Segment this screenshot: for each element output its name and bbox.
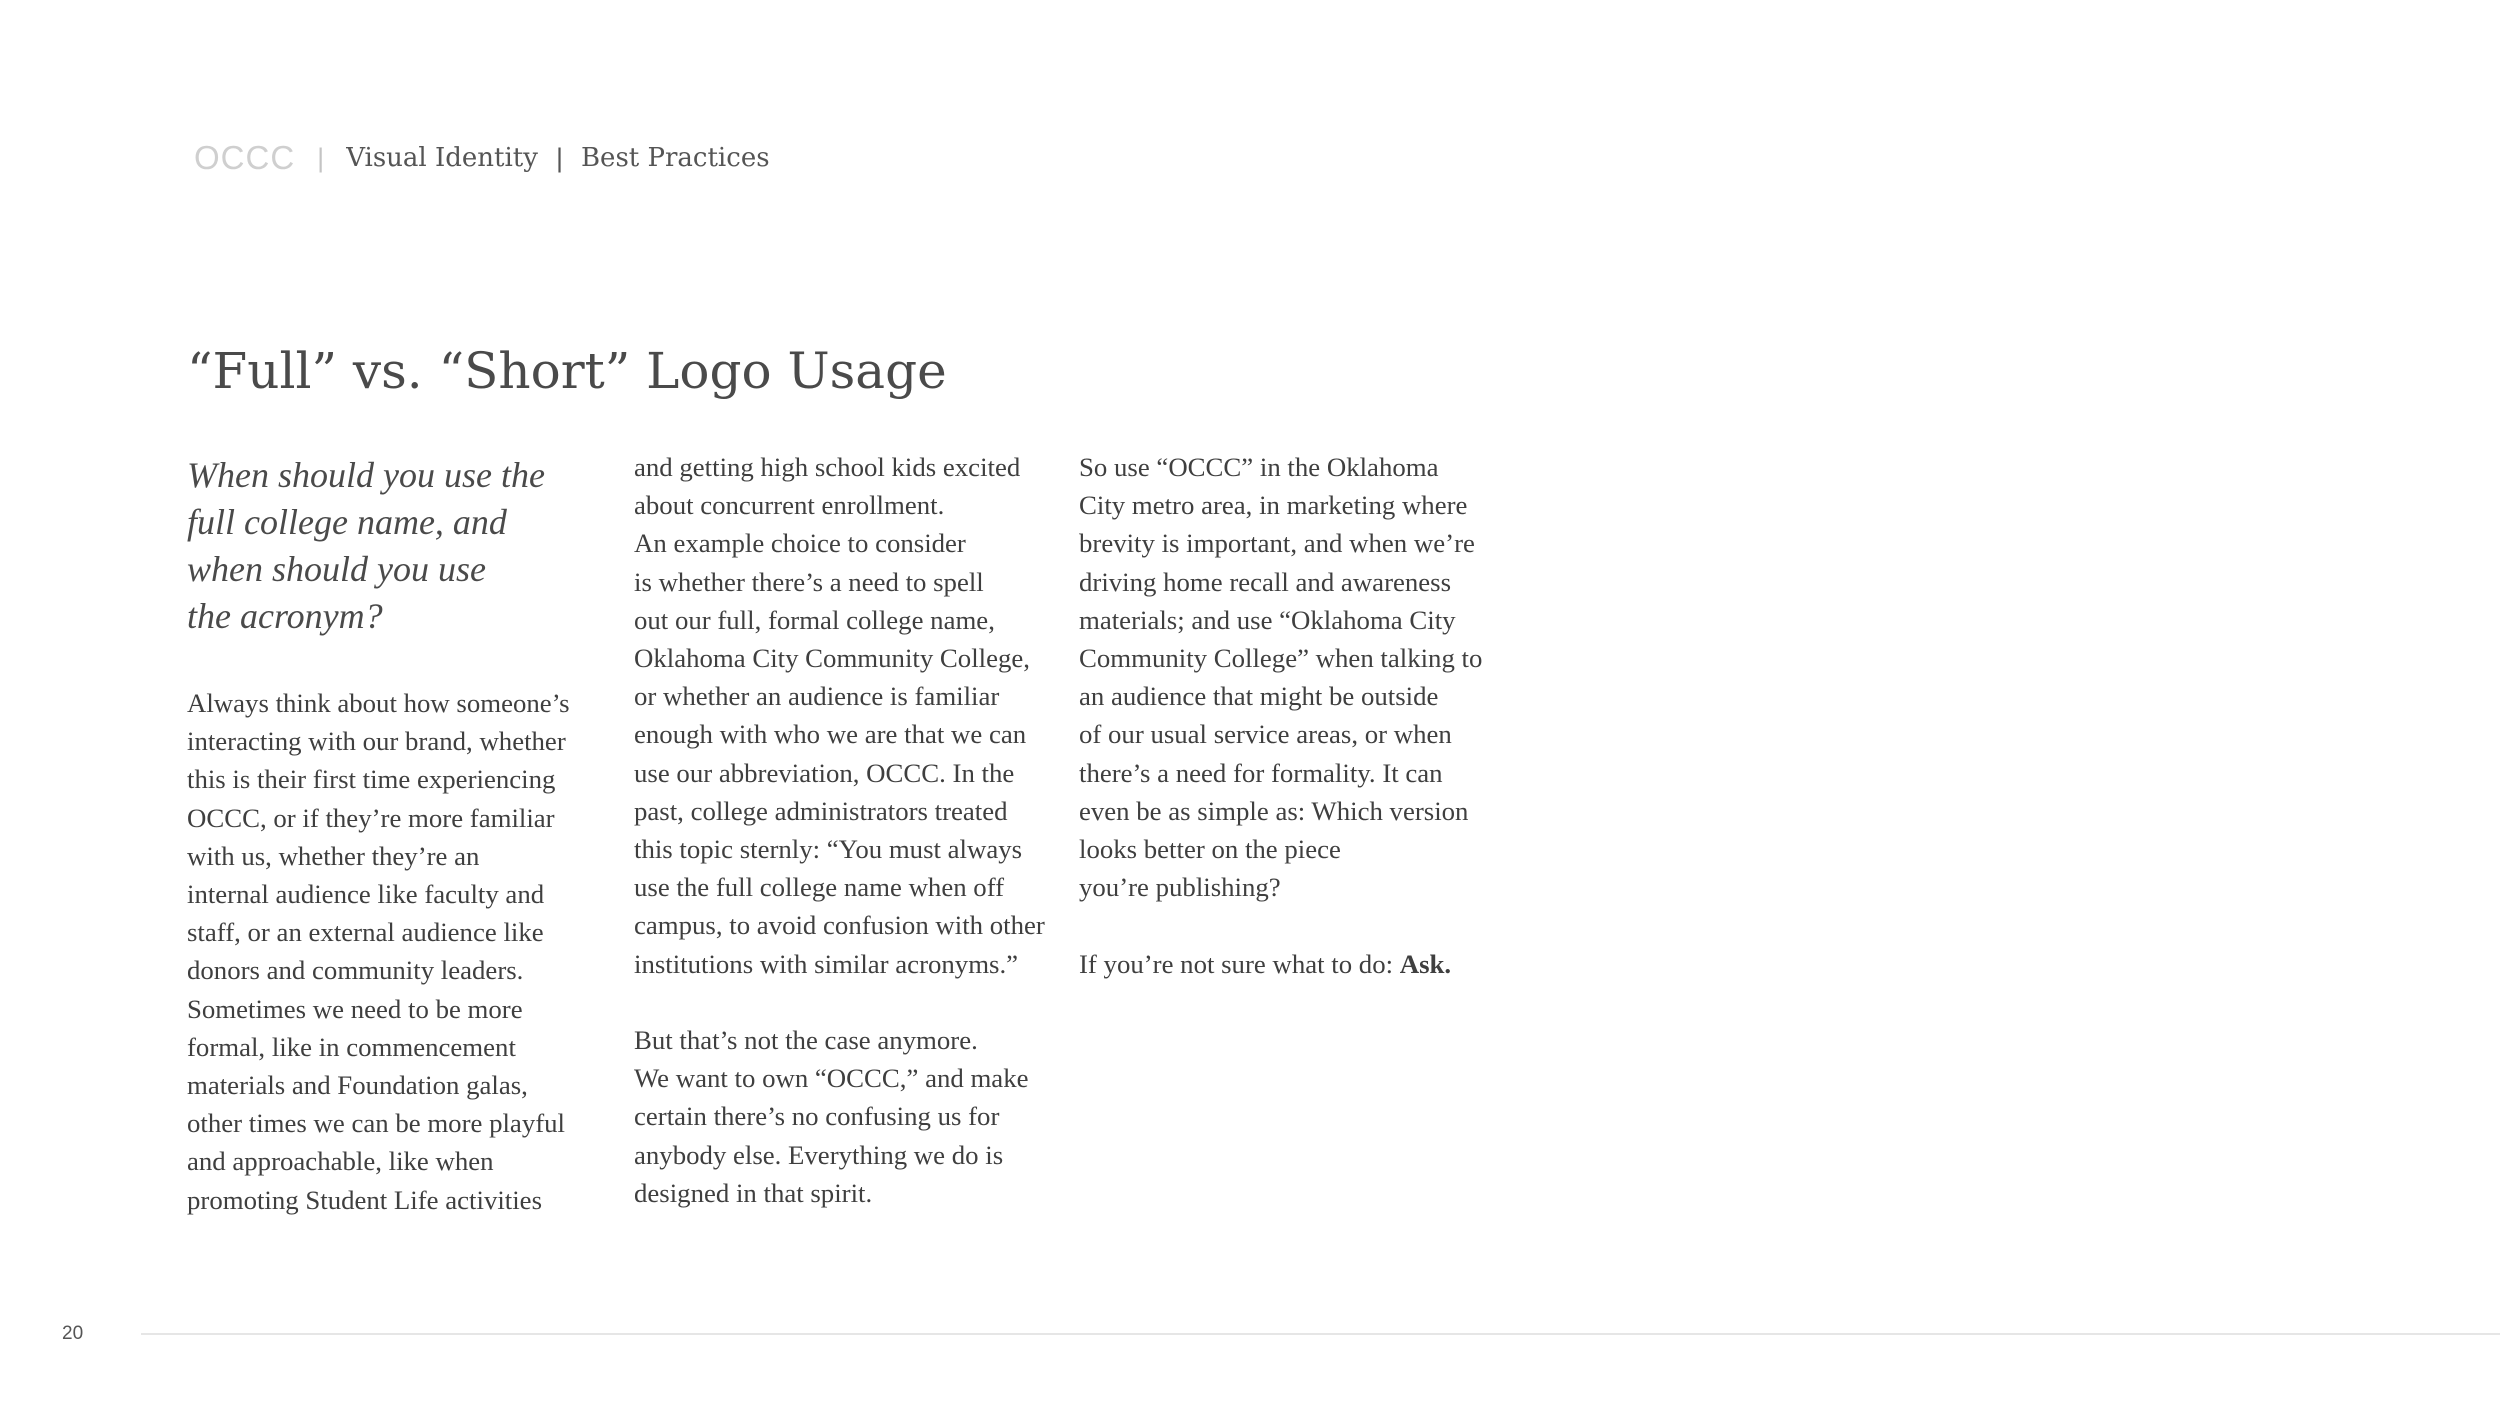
body-paragraph (187, 684, 570, 1219)
body-line: materials and Foundation galas, (187, 1070, 528, 1101)
body-paragraph (634, 1021, 1045, 1212)
lead-question-line: when should you use (187, 549, 486, 589)
body-line: and getting high school kids excited (634, 452, 1021, 482)
body-line: promoting Student Life activities (187, 1184, 542, 1215)
body-line: designed in that spirit. (634, 1177, 873, 1208)
header-separator: | (317, 142, 325, 173)
paragraph-gap (634, 983, 1045, 1021)
body-line: Always think about how someone’s (187, 688, 570, 718)
body-paragraph (634, 448, 1045, 983)
body-line: there’s a need for formality. It can (1079, 757, 1443, 788)
header-subsection: Best Practices (580, 143, 770, 173)
column-2 (634, 448, 1045, 1212)
body-line: City metro area, in marketing where (1079, 490, 1468, 521)
lead-question (187, 452, 570, 640)
closing-emphasis: Ask. (1399, 948, 1452, 979)
body-line: certain there’s no confusing us for (634, 1101, 1000, 1132)
body-line: donors and community leaders. (187, 955, 524, 986)
body-line: driving home recall and awareness (1079, 566, 1452, 597)
page-number: 20 (62, 1323, 84, 1344)
body-line: with us, whether they’re an (187, 840, 480, 871)
body-line: of our usual service areas, or when (1079, 719, 1452, 750)
header-separator: | (555, 142, 563, 173)
body-line: you’re publishing? (1079, 872, 1281, 903)
body-line: brevity is important, and when we’re (1079, 528, 1475, 559)
body-line: looks better on the piece (1079, 834, 1341, 865)
body-line: Oklahoma City Community College, (634, 643, 1030, 674)
body-line: An example choice to consider (634, 528, 966, 559)
body-line: Sometimes we need to be more (187, 993, 523, 1024)
body-paragraph (1079, 448, 1482, 906)
body-line: use our abbreviation, OCCC. In the (634, 757, 1015, 788)
body-line: and approachable, like when (187, 1146, 494, 1177)
body-line: staff, or an external audience like (187, 917, 544, 948)
body-line: out our full, formal college name, (634, 604, 995, 635)
paragraph-gap (1079, 906, 1482, 944)
body-line: an audience that might be outside (1079, 681, 1439, 712)
body-line: enough with who we are that we can (634, 719, 1027, 750)
occc-logo: OCCC (194, 139, 296, 176)
header-section: Visual Identity (346, 143, 538, 173)
page-header (194, 134, 770, 182)
body-line: other times we can be more playful (187, 1108, 565, 1139)
body-line: about concurrent enrollment. (634, 490, 945, 521)
lead-question-line: full college name, and (187, 502, 507, 542)
footer-divider (141, 1333, 2500, 1335)
body-line: or whether an audience is familiar (634, 681, 1000, 712)
closing-line (1079, 945, 1482, 983)
body-line: institutions with similar acronyms.” (634, 948, 1019, 979)
body-line: formal, like in commencement (187, 1031, 516, 1062)
body-line: campus, to avoid confusion with other (634, 910, 1045, 941)
body-line: anybody else. Everything we do is (634, 1139, 1004, 1170)
body-line: is whether there’s a need to spell (634, 566, 984, 597)
body-line: interacting with our brand, whether (187, 726, 566, 757)
column-3 (1079, 448, 1482, 983)
body-line: We want to own “OCCC,” and make (634, 1063, 1029, 1094)
lead-question-line: When should you use the (187, 455, 545, 495)
body-line: Community College” when talking to (1079, 643, 1483, 674)
page-title: “Full” vs. “Short” Logo Usage (187, 342, 947, 400)
lead-question-line: the acronym? (187, 596, 383, 636)
body-line: materials; and use “Oklahoma City (1079, 604, 1456, 635)
body-line: even be as simple as: Which version (1079, 795, 1469, 826)
body-line: So use “OCCC” in the Oklahoma (1079, 452, 1439, 482)
body-line: this topic sternly: “You must always (634, 834, 1023, 865)
body-line: But that’s not the case anymore. (634, 1025, 978, 1056)
body-line: use the full college name when off (634, 872, 1005, 903)
body-line: internal audience like faculty and (187, 879, 545, 910)
column-1 (187, 452, 570, 1219)
body-line: past, college administrators treated (634, 795, 1008, 826)
closing-text: If you’re not sure what to do: (1079, 948, 1400, 979)
body-line: OCCC, or if they’re more familiar (187, 802, 555, 833)
body-line: this is their first time experiencing (187, 764, 556, 795)
